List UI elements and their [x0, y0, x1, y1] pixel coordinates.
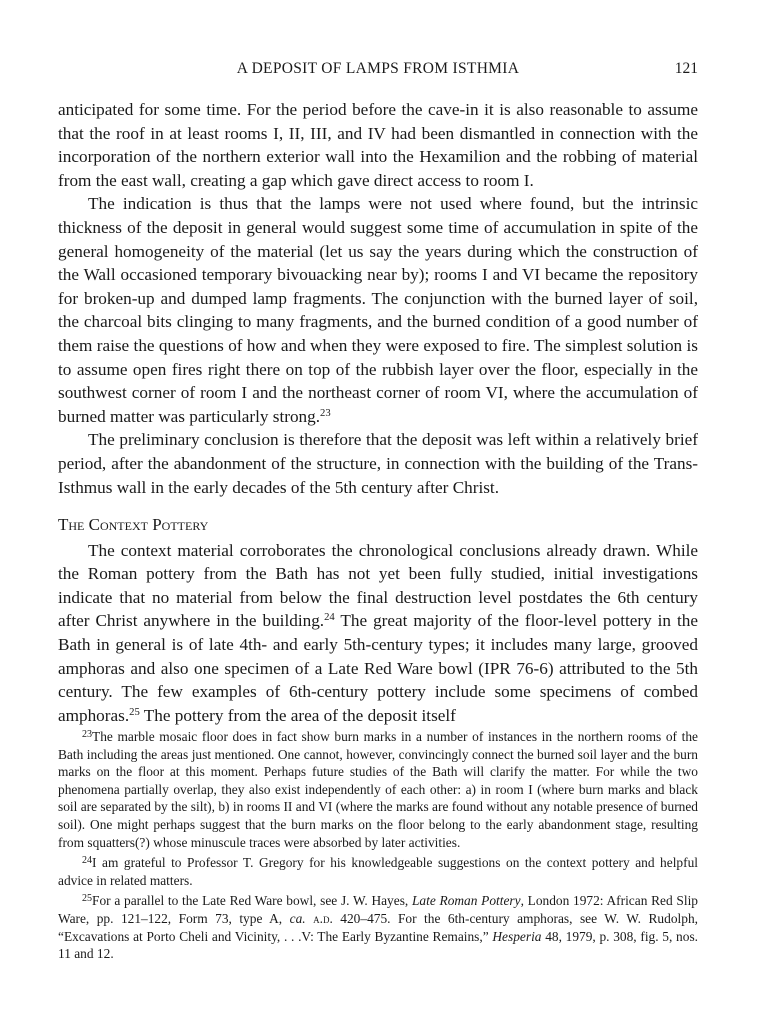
section-heading: The Context Pottery — [58, 515, 209, 535]
paragraph-4 — [58, 539, 698, 728]
footnote-25 — [58, 892, 698, 962]
paragraph-2-text: The indication is thus that the lamps were not used where found, but the intrinsic thickness of the deposit in general would suggest some time of accumulation in spite of the general homogeneity of the material (let us say the years during which the construction of the Wall occasioned temporary bivouacking near by); rooms I and VI became the repository for broken-up and dumped lamp fragments. The conjunction with the burned layer of soil, the charcoal bits clinging to many fragments, and the burned condition of a good number of them raise the questions of how and when they were exposed to fire. The simplest solution is to assume open fires right there on top of the rubbish layer over the floor, especially in the southwest corner of room I and the northeast corner of room VI, where the accumulation of burned matter was particularly strong. — [58, 194, 698, 426]
footnote-25-journal: Hesperia — [492, 928, 542, 944]
footnote-24-marker: 24 — [82, 855, 93, 867]
paragraph-3 — [58, 428, 698, 499]
footnote-25-text-d: 48, 1979, p. 308, fig. 5, nos. 11 and 12. — [58, 928, 698, 962]
paragraph-1-text: anticipated for some time. For the period before the cave-in it is also reasonable to assume that the roof in at least rooms I, II, III, and IV had been dismantled in connection with the incorporation of the northern exterior wall into the Hexamilion and the robbing of material from the east wall, creating a gap which gave direct access to room I. — [58, 100, 698, 190]
footnote-25-text-a: For a parallel to the Late Red Ware bowl, see J. W. Hayes, — [92, 893, 412, 909]
footnote-25-text-c: 420–475. For the 6th-century amphoras, see W. W. Rudolph, “Excavations at Porto Cheli and Vicinity, . . .V: The Early Byzantine Remains,” — [58, 910, 698, 944]
page-number: 121 — [674, 60, 698, 77]
footnotes — [58, 728, 698, 966]
paragraph-4-text-a: The context material corroborates the chronological conclusions already drawn. While the Roman pottery from the Bath has not yet been fully studied, initial investigations indicate that no material from below the final destruction level postdates the 6th century after Christ anywhere in the building. — [58, 540, 698, 631]
paragraph-4-text-c: The pottery from the area of the deposit itself — [139, 705, 456, 725]
paragraph-1 — [58, 98, 698, 192]
footnote-23 — [58, 728, 698, 851]
paragraph-4-text-b: The great majority of the floor-level pottery in the Bath in general is of late 4th- and early 5th-century types; it includes many large, grooved amphoras and also one specimen of a Late Red Ware bowl (IPR 76-6) attributed to the 5th century. The few examples of 6th-century pottery include some specimens of combed amphoras. — [58, 611, 698, 725]
footnote-23-text: The marble mosaic floor does in fact show burn marks in a number of instances in the northern rooms of the Bath including the areas just mentioned. One cannot, however, convincingly connect the burned soil layer and the burn marks on the floor at this moment. Perhaps future studies of the Bath will clarify the matter. For while the two phenomena partially overlap, they also exist independently of each other: a) in room I (where burn marks and black soil are separated by the silt), b) in rooms II and VI (where the marks are found without any notable presence of burned soil). One might perhaps suggest that the burn marks on the floor belong to the early abandonment stage, resulting from squatters(?) whose minuscule traces were absorbed by later activities. — [58, 729, 698, 850]
footnote-25-text-b: , London 1972: African Red Slip Ware, pp. 121–122, Form 73, type A, — [58, 893, 698, 926]
footnote-24-text: I am grateful to Professor T. Gregory for his knowledgeable suggestions on the context pottery and helpful advice in related matters. — [58, 855, 698, 888]
footnote-ref-24[interactable]: 24 — [324, 612, 335, 624]
footnote-25-book-title: Late Roman Pottery — [411, 893, 521, 909]
footnote-25-circa: ca. — [289, 910, 306, 926]
paragraph-3-text: The preliminary conclusion is therefore that the deposit was left within a relatively brief period, after the abandonment of the structure, in connection with the building of the Trans-Isthmus wall in the early decades of the 5th century after Christ. — [58, 430, 698, 497]
footnote-25-marker: 25 — [82, 893, 93, 905]
footnote-23-marker: 23 — [82, 728, 93, 740]
footnote-24 — [58, 854, 698, 889]
running-title: A DEPOSIT OF LAMPS FROM ISTHMIA — [236, 60, 520, 77]
footnote-ref-25[interactable]: 25 — [129, 706, 140, 718]
running-head — [58, 58, 698, 80]
footnote-ref-23[interactable]: 23 — [320, 407, 331, 419]
footnote-25-era: a.d. — [313, 910, 333, 926]
paragraph-2 — [58, 192, 698, 428]
main-text — [58, 98, 698, 727]
